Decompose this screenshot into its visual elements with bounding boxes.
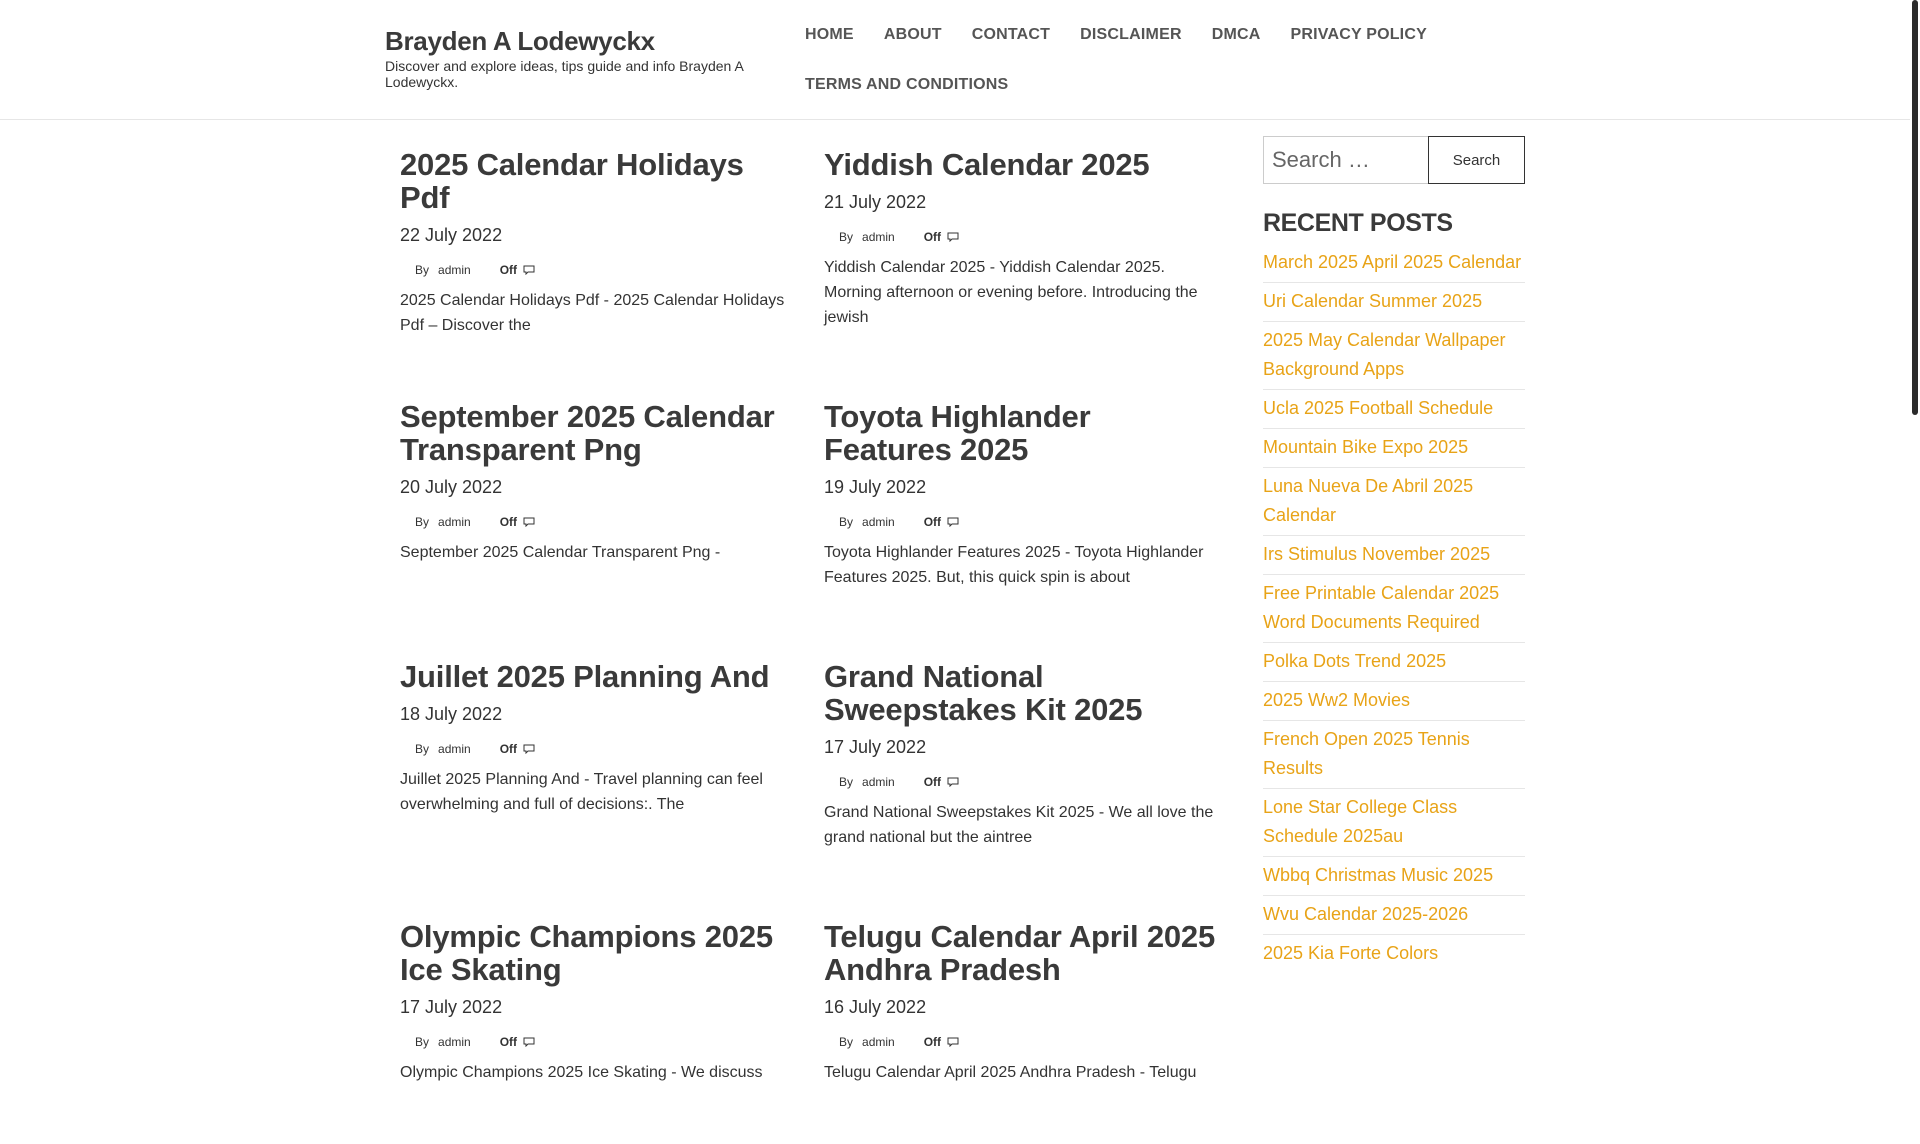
post-meta xyxy=(400,514,800,530)
post-title[interactable]: 2025 Calendar Holidays Pdf xyxy=(400,147,744,215)
recent-post-link[interactable]: Ucla 2025 Football Schedule xyxy=(1263,390,1525,429)
post-meta xyxy=(400,741,800,757)
recent-post-link[interactable]: Wbbq Christmas Music 2025 xyxy=(1263,857,1525,896)
post-comments-link[interactable]: Off xyxy=(923,1035,942,1049)
post-comments-link[interactable]: Off xyxy=(499,263,518,277)
search-form xyxy=(1263,136,1525,184)
main-navigation xyxy=(790,10,1530,110)
post-excerpt: Grand National Sweepstakes Kit 2025 - We all love the grand national but the aintree xyxy=(824,804,1214,846)
nav-item-disclaimer[interactable]: DISCLAIMER xyxy=(1080,26,1182,43)
post-title[interactable]: Toyota Highlander Features 2025 xyxy=(824,399,1091,467)
post-meta xyxy=(400,262,800,278)
nav-item-terms-and-conditions[interactable]: TERMS AND CONDITIONS xyxy=(805,76,1009,93)
nav-item-privacy-policy[interactable]: PRIVACY POLICY xyxy=(1290,26,1427,43)
nav-item-home[interactable]: HOME xyxy=(805,26,854,43)
search-button[interactable]: Search xyxy=(1428,136,1525,184)
nav-item-about[interactable]: ABOUT xyxy=(883,26,942,43)
post-date: 21 July 2022 xyxy=(824,192,927,212)
post-title[interactable]: Telugu Calendar April 2025 Andhra Pradesh xyxy=(824,919,1216,987)
post-list xyxy=(400,120,1224,1144)
post-author-link[interactable]: admin xyxy=(438,742,471,756)
post-date: 17 July 2022 xyxy=(400,997,503,1017)
recent-post-link[interactable]: French Open 2025 Tennis Results xyxy=(1263,721,1525,789)
comment-icon xyxy=(523,744,535,754)
post-by-label: By xyxy=(839,515,854,529)
post-comments-link[interactable]: Off xyxy=(923,515,942,529)
post-comments-link[interactable]: Off xyxy=(923,230,942,244)
post-card xyxy=(400,632,800,892)
recent-post-link[interactable]: March 2025 April 2025 Calendar xyxy=(1263,244,1525,283)
post-excerpt: Toyota Highlander Features 2025 - Toyota Highlander Features 2025. But, this quick spin is about xyxy=(824,544,1204,586)
post-author-link[interactable]: admin xyxy=(438,515,471,529)
post-meta xyxy=(824,1034,1224,1050)
post-card xyxy=(400,120,800,372)
search-input[interactable] xyxy=(1263,136,1428,184)
recent-post-link[interactable]: 2025 Kia Forte Colors xyxy=(1263,943,1439,963)
post-date: 18 July 2022 xyxy=(400,704,503,724)
post-card xyxy=(400,892,800,1144)
sidebar xyxy=(1263,136,1525,973)
post-by-label: By xyxy=(839,230,854,244)
post-excerpt: September 2025 Calendar Transparent Png - xyxy=(400,544,721,561)
post-title[interactable]: September 2025 Calendar Transparent Png xyxy=(400,399,775,467)
post-excerpt: Juillet 2025 Planning And - Travel planning can feel overwhelming and full of decisions:. The xyxy=(400,771,763,813)
post-author-link[interactable]: admin xyxy=(862,775,895,789)
recent-posts-list xyxy=(1263,244,1525,973)
site-branding xyxy=(385,26,775,90)
post-title[interactable]: Olympic Champions 2025 Ice Skating xyxy=(400,919,773,987)
recent-post-link[interactable]: 2025 Ww2 Movies xyxy=(1263,682,1525,721)
post-meta xyxy=(824,514,1224,530)
post-date: 17 July 2022 xyxy=(824,737,927,757)
post-meta xyxy=(824,229,1224,245)
post-date: 20 July 2022 xyxy=(400,477,503,497)
post-meta xyxy=(400,1034,800,1050)
post-by-label: By xyxy=(415,1035,430,1049)
recent-post-link[interactable]: Polka Dots Trend 2025 xyxy=(1263,643,1525,682)
post-title[interactable]: Yiddish Calendar 2025 xyxy=(824,147,1150,182)
site-header xyxy=(0,0,1910,120)
recent-post-link[interactable]: Free Printable Calendar 2025 Word Documents Required xyxy=(1263,575,1525,643)
post-card xyxy=(824,632,1224,892)
post-by-label: By xyxy=(415,742,430,756)
post-by-label: By xyxy=(839,1035,854,1049)
post-author-link[interactable]: admin xyxy=(862,230,895,244)
comment-icon xyxy=(947,1037,959,1047)
post-comments-link[interactable]: Off xyxy=(499,1035,518,1049)
recent-post-link[interactable]: Irs Stimulus November 2025 xyxy=(1263,536,1525,575)
post-date: 16 July 2022 xyxy=(824,997,927,1017)
post-title[interactable]: Grand National Sweepstakes Kit 2025 xyxy=(824,659,1143,727)
recent-post-link[interactable]: Mountain Bike Expo 2025 xyxy=(1263,429,1525,468)
scrollbar-thumb[interactable] xyxy=(1912,0,1918,415)
site-title[interactable]: Brayden A Lodewyckx xyxy=(385,26,655,56)
post-card xyxy=(824,892,1224,1144)
post-date: 19 July 2022 xyxy=(824,477,927,497)
post-by-label: By xyxy=(415,263,430,277)
recent-posts-title: RECENT POSTS xyxy=(1263,209,1453,237)
comment-icon xyxy=(523,517,535,527)
comment-icon xyxy=(523,265,535,275)
post-by-label: By xyxy=(839,775,854,789)
recent-post-link[interactable]: Wvu Calendar 2025-2026 xyxy=(1263,896,1525,935)
post-meta xyxy=(824,774,1224,790)
post-date: 22 July 2022 xyxy=(400,225,503,245)
post-author-link[interactable]: admin xyxy=(862,1035,895,1049)
nav-item-contact[interactable]: CONTACT xyxy=(971,26,1051,43)
post-author-link[interactable]: admin xyxy=(438,263,471,277)
post-comments-link[interactable]: Off xyxy=(923,775,942,789)
post-author-link[interactable]: admin xyxy=(438,1035,471,1049)
post-author-link[interactable]: admin xyxy=(862,515,895,529)
recent-post-link[interactable]: Lone Star College Class Schedule 2025au xyxy=(1263,789,1525,857)
site-description: Discover and explore ideas, tips guide and info Brayden A Lodewyckx. xyxy=(385,58,744,90)
post-title[interactable]: Juillet 2025 Planning And xyxy=(400,659,770,694)
post-card xyxy=(400,372,800,632)
comment-icon xyxy=(523,1037,535,1047)
recent-post-link[interactable]: 2025 May Calendar Wallpaper Background Apps xyxy=(1263,322,1525,390)
post-excerpt: Yiddish Calendar 2025 - Yiddish Calendar 2025. Morning afternoon or evening before. Introducing the jewish xyxy=(824,259,1198,326)
recent-post-link[interactable]: Luna Nueva De Abril 2025 Calendar xyxy=(1263,468,1525,536)
recent-post-link[interactable]: Uri Calendar Summer 2025 xyxy=(1263,283,1525,322)
nav-item-dmca[interactable]: DMCA xyxy=(1211,26,1261,43)
post-card xyxy=(824,120,1224,372)
post-excerpt: 2025 Calendar Holidays Pdf - 2025 Calendar Holidays Pdf – Discover the xyxy=(400,292,785,334)
page-scrollbar[interactable] xyxy=(1910,0,1920,1080)
post-card xyxy=(824,372,1224,632)
post-comments-link[interactable]: Off xyxy=(499,515,518,529)
comment-icon xyxy=(947,232,959,242)
post-excerpt: Olympic Champions 2025 Ice Skating - We discuss xyxy=(400,1064,763,1081)
post-comments-link[interactable]: Off xyxy=(499,742,518,756)
comment-icon xyxy=(947,777,959,787)
comment-icon xyxy=(947,517,959,527)
post-by-label: By xyxy=(415,515,430,529)
post-excerpt: Telugu Calendar April 2025 Andhra Pradesh - Telugu xyxy=(824,1064,1197,1081)
